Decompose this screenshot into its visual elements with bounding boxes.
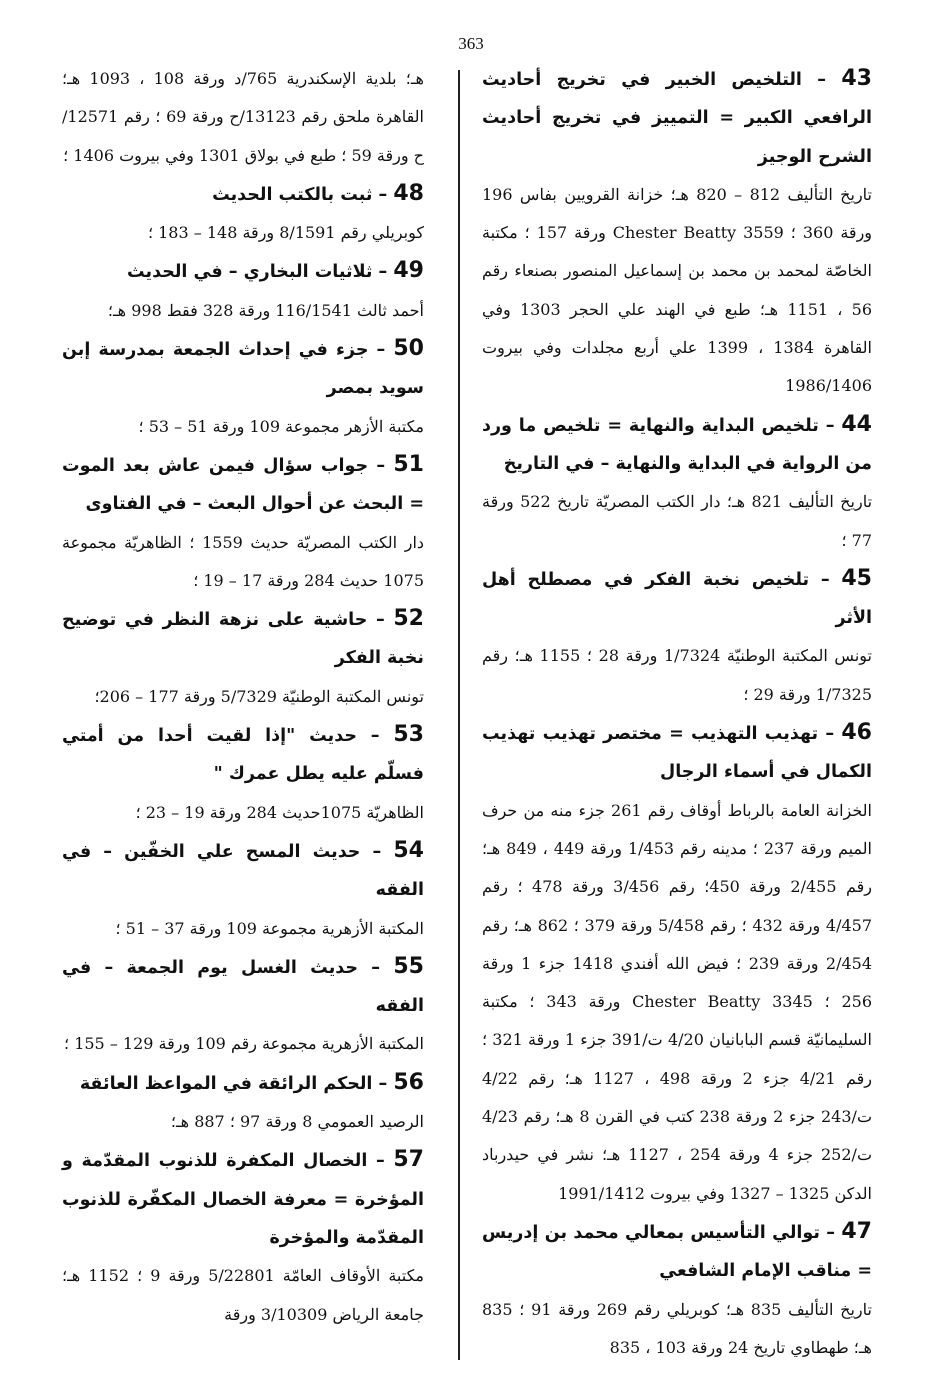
left-column (62, 60, 424, 1334)
entry-title: – ثلاثيات البخاري – في الحديث (127, 262, 394, 283)
entry-heading (482, 560, 872, 638)
entry-text: تاريخ التأليف 821 هـ؛ دار الكتب المصريّة تاريخ 522 ورقة 77 ؛ (482, 492, 873, 550)
entry-heading (62, 330, 424, 408)
entry-number: 50 (393, 336, 424, 362)
entry-text: تونس المكتبة الوطنيّة 1/7324 ورقة 28 ؛ 1155 هـ؛ رقم 1/7325 ورقة 29 ؛ (482, 646, 872, 704)
entry-title: – ثبت بالكتب الحديث (212, 184, 394, 205)
entry-text: الرصيد العمومي 8 ورقة 97 ؛ 887 هـ؛ (170, 1112, 424, 1132)
entry-heading (62, 1141, 424, 1257)
right-column (482, 60, 872, 1367)
entry-number: 45 (841, 565, 872, 591)
entry-text: المكتبة الأزهرية مجموعة رقم 109 ورقة 129 – 155 ؛ (64, 1034, 424, 1054)
entry-title: – جواب سؤال فيمن عاش بعد الموت = البحث عن أحوال البعث – في الفتاوى (62, 455, 424, 515)
entry-heading (62, 446, 424, 524)
entry-text: الخزانة العامة بالرباط أوقاف رقم 261 جزء منه من حرف الميم ورقة 237 ؛ مدينه رقم 1/453 ورقة 449 ، 849 هـ؛ رقم 2/455 ورقة 450؛ رقم 3/456 ورقة 478 ؛ رقم 4/457 ورقة 432 ؛ رقم 5/458 ورقة 379 ؛ 862 هـ؛ رقم 2/454 ورقة 239 ؛ فيض الله أفندي 1418 جزء 1 ورقة 256 ؛ Chester Beatty 3345 ورقة 343 ؛ مكتبة السليمانيّة قسم البابانيان 4/20 ت/391 جزء 1 ورقة 321 ؛ رقم 4/21 جزء 2 ورقة 498 ، 1127 هـ؛ رقم 4/22 ت/243 جزء 2 ورقة 238 كتب في القرن 8 هـ؛ رقم 4/23 ت/252 جزء 4 ورقة 254 ، 1127 هـ؛ نشر في حيدرباد الدكن 1325 – 1327 وفي بيروت 1991/1412 (482, 800, 873, 1203)
entry-number: 51 (393, 451, 424, 477)
entry-heading (482, 714, 872, 792)
entry-number: 55 (393, 953, 424, 979)
entry-heading (62, 600, 424, 678)
entry-title: – جزء في إحداث الجمعة بمدرسة إبن سويد بمصر (62, 340, 424, 399)
entry-title: – توالي التأسيس بمعالي محمد بن إدريس = مناقب الإمام الشافعي (482, 1222, 872, 1282)
entry-number: 56 (393, 1069, 424, 1095)
entry-title: – حديث "إذا لقيت أحدا من أمتي فسلّم عليه يطل عمرك " (62, 726, 424, 785)
entry-heading (62, 716, 424, 794)
entry-text: دار الكتب المصريّة حديث 1559 ؛ الظاهريّة مجموعة 1075 حديث 284 ورقة 17 – 19 ؛ (62, 532, 425, 590)
entry-text: هـ؛ بلدية الإسكندرية 765/د ورقة 108 ، 1093 هـ؛ القاهرة ملحق رقم 13123/ح ورقة 69 ؛ رقم 12571/ح ورقة 59 ؛ طبع في بولاق 1301 وفي بيروت 1406 ؛ (62, 69, 424, 165)
entry-heading (62, 1064, 424, 1103)
entry-number: 54 (393, 837, 424, 863)
entry-heading (62, 175, 424, 214)
column-divider (458, 70, 460, 1360)
entry-number: 57 (393, 1147, 424, 1173)
entry-title: – التلخيص الخبير في تخريج أحاديث الرافعي الكبير = التمييز في تخريج أحاديث الشرح الوجيز (482, 70, 872, 167)
entry-heading (482, 1213, 872, 1291)
entry-text: كوبريلي رقم 8/1591 ورقة 148 – 183 ؛ (147, 223, 424, 243)
entry-number: 44 (841, 411, 872, 437)
entry-title: – الحكم الرائقة في المواعظ العائقة (79, 1073, 394, 1094)
page-number: 363 (458, 34, 484, 53)
entry-title: – حاشية على نزهة النظر في توضيح نخبة الفكر (62, 610, 424, 669)
entry-title: – حديث المسح علي الخفّين – في الفقه (62, 841, 424, 901)
entry-text: تاريخ التأليف 835 هـ؛ كوبريلي رقم 269 ورقة 91 ؛ 835 هـ؛ طهطاوي تاريخ 24 ورقة 103 ، 835 (482, 1299, 872, 1357)
entry-title: – تلخيص نخبة الفكر في مصطلح أهل الأثر (482, 569, 872, 629)
entry-heading (482, 60, 872, 176)
entry-text: تاريخ التأليف 812 – 820 هـ؛ خزانة القرويين بفاس 196 ورقة 360 ؛ Chester Beatty 3559 ورقة 157 ؛ مكتبة الخاصّة لمحمد بن محمد بن إسماعيل المنصور بصنعاء رقم 56 ، 1151 هـ؛ طبع في الهند علي الحجر 1303 وفي القاهرة 1384 ، 1399 علي أربع مجلدات وفي بيروت 1986/1406 (482, 184, 873, 396)
entry-text: الظاهريّة 1075حديث 284 ورقة 19 – 23 ؛ (135, 802, 424, 822)
entry-heading (62, 948, 424, 1026)
entry-number: 43 (841, 66, 872, 91)
entry-title: – تلخيص البداية والنهاية = تلخيص ما ورد من الرواية في البداية والنهاية – في التاريخ (482, 415, 872, 474)
entry-heading (62, 832, 424, 910)
entry-text: مكتبة الأزهر مجموعة 109 ورقة 51 – 53 ؛ (138, 416, 424, 436)
entry-heading (62, 252, 424, 291)
entry-number: 46 (841, 720, 872, 746)
entry-text: مكتبة الأوقاف العامّة 5/22801 ورقة 9 ؛ 1152 هـ؛ جامعة الرياض 3/10309 ورقة (62, 1266, 424, 1324)
entry-title: – تهذيب التهذيب = مختصر تهذيب تهذيب الكمال في أسماء الرجال (482, 724, 872, 783)
entry-number: 52 (393, 606, 424, 632)
entry-title: – الخصال المكفرة للذنوب المقدّمة و المؤخرة = معرفة الخصال المكفّرة للذنوب المقدّمة والمؤخرة (62, 1151, 424, 1248)
entry-text: المكتبة الأزهرية مجموعة 109 ورقة 37 – 51 ؛ (115, 918, 424, 938)
entry-text: تونس المكتبة الوطنيّة 5/7329 ورقة 177 – 206؛ (94, 686, 424, 706)
entry-number: 49 (393, 258, 424, 284)
entry-number: 53 (393, 722, 424, 748)
entry-title: – حديث الغسل يوم الجمعة – في الفقه (62, 957, 424, 1017)
entry-heading (482, 406, 872, 484)
entry-text: أحمد ثالث 116/1541 ورقة 328 فقط 998 هـ؛ (107, 300, 424, 320)
entry-number: 48 (393, 180, 424, 206)
entry-number: 47 (841, 1218, 872, 1244)
